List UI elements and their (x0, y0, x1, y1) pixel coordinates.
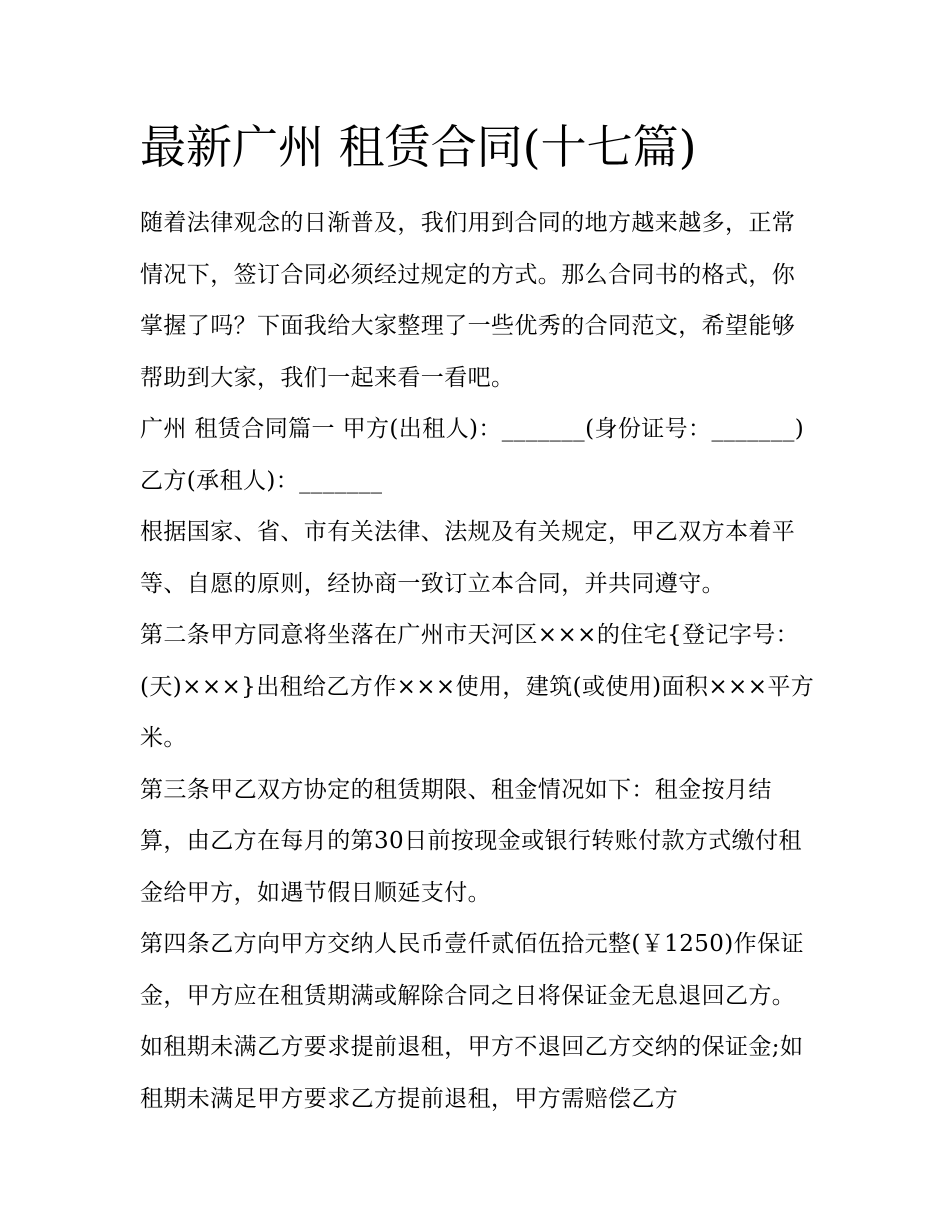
paragraph-article-2: 第二条甲方同意将坐落在广州市天河区×××的住宅{登记字号：(天)×××}出租给乙方作×××使用，建筑(或使用)面积×××平方米。 (140, 622, 815, 751)
paragraph-basis: 根据国家、省、市有关法律、法规及有关规定，甲乙双方本着平等、自愿的原则，经协商一致订立本合同，并共同遵守。 (140, 519, 796, 597)
document-title: 最新广州 租赁合同(十七篇) (140, 120, 697, 174)
paragraph-intro: 随着法律观念的日渐普及，我们用到合同的地方越来越多，正常情况下，签订合同必须经过规定的方式。那么合同书的格式，你掌握了吗？下面我给大家整理了一些优秀的合同范文，希望能够帮助到大家，我们一起来看一看吧。 (140, 210, 796, 391)
paragraph-parties: 广州 租赁合同篇一 甲方(出租人)：_______(身份证号：_______) 乙方(承租人)：_______ (140, 416, 805, 494)
paragraph-article-4: 第四条乙方向甲方交纳人民币壹仟贰佰伍拾元整(￥1250)作保证金，甲方应在租赁期满或解除合同之日将保证金无息退回乙方。如租期未满乙方要求提前退租，甲方不退回乙方交纳的保证金;如租期未满足甲方要求乙方提前退租，甲方需赔偿乙方 (140, 931, 804, 1112)
paragraph-article-3: 第三条甲乙双方协定的租赁期限、租金情况如下：租金按月结算，由乙方在每月的第30日前按现金或银行转账付款方式缴付租金给甲方，如遇节假日顺延支付。 (140, 776, 802, 906)
document-body (140, 198, 815, 1125)
